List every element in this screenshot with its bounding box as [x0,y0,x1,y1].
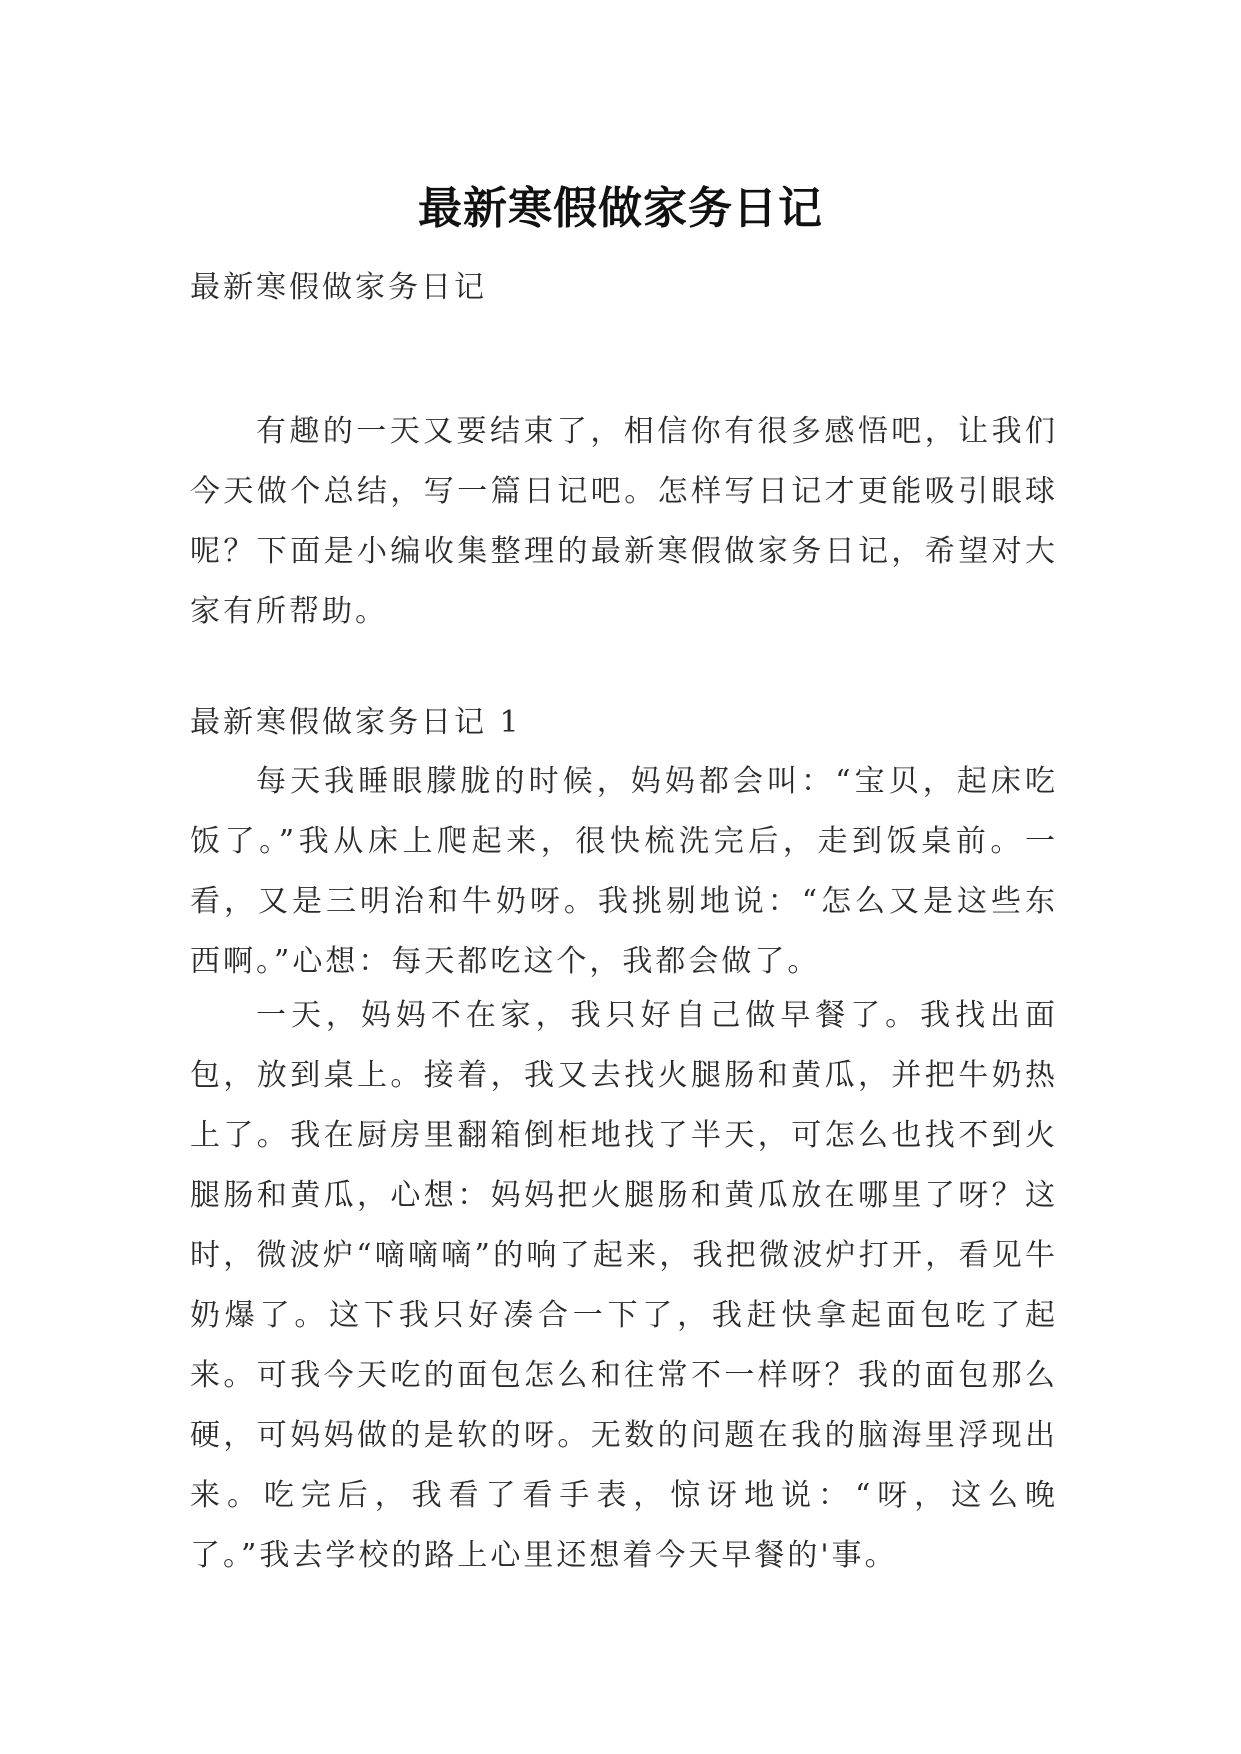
document-subtitle: 最新寒假做家务日记 [190,270,487,305]
section-heading: 最新寒假做家务日记 1 [190,705,522,740]
document-title: 最新寒假做家务日记 [418,183,823,235]
body-paragraph: 每天我睡眼朦胧的时候，妈妈都会叫：“宝贝，起床吃饭了。”我从床上爬起来，很快梳洗完后，走到饭桌前。一看，又是三明治和牛奶呀。我挑剔地说：“怎么又是这些东西啊。”心想：每天都吃这个，我都会做了。 [190,764,1058,979]
intro-paragraph: 有趣的一天又要结束了，相信你有很多感悟吧，让我们今天做个总结，写一篇日记吧。怎样写日记才更能吸引眼球呢？下面是小编收集整理的最新寒假做家务日记，希望对大家有所帮助。 [190,414,1058,629]
body-paragraph: 一天，妈妈不在家，我只好自己做早餐了。我找出面包，放到桌上。接着，我又去找火腿肠和黄瓜，并把牛奶热上了。我在厨房里翻箱倒柜地找了半天，可怎么也找不到火腿肠和黄瓜，心想：妈妈把火腿肠和黄瓜放在哪里了呀？这时，微波炉“嘀嘀嘀”的响了起来，我把微波炉打开，看见牛奶爆了。这下我只好凑合一下了，我赶快拿起面包吃了起来。可我今天吃的面包怎么和往常不一样呀？我的面包那么硬，可妈妈做的是软的呀。无数的问题在我的脑海里浮现出来。吃完后，我看了看手表，惊讶地说：“呀，这么晚了。”我去学校的路上心里还想着今天早餐的'事。 [190,998,1058,1573]
